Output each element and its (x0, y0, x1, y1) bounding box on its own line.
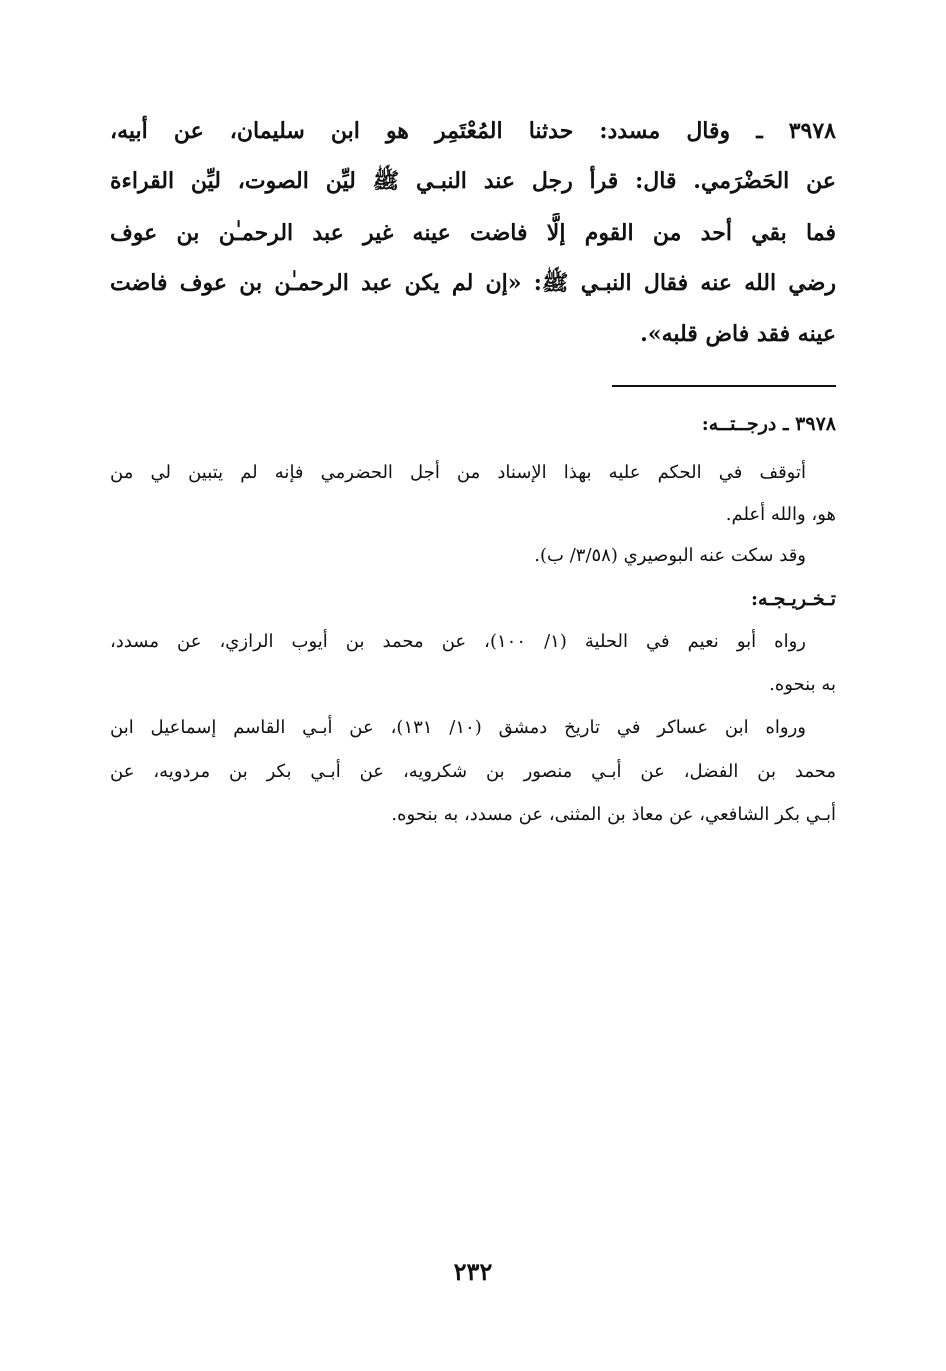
takhrij-heading: تـخـريـجـه: (750, 588, 836, 610)
footnote-line: هو، والله أعلم. (725, 504, 836, 525)
hadith-line: ٣٩٧٨ ـ وقال مسدد: حدثنا المُعْتَمِر هو ابن سليمان، عن أبيه، (110, 118, 836, 144)
grade-heading: ٣٩٧٨ ـ درجــتــه: (701, 413, 836, 435)
footnote-line: رواه أبو نعيم في الحلية (١/ ١٠٠)، عن محمد بن أيوب الرازي، عن مسدد، (110, 631, 806, 652)
footnote-line: به بنحوه. (769, 674, 836, 695)
hadith-line: فما بقي أحد من القوم إلَّا فاضت عينه غير عبد الرحمـٰن بن عوف (110, 220, 836, 246)
hadith-line: رضي الله عنه فقال النبـي ﷺ: «إن لم يكن عبد الرحمـٰن بن عوف فاضت (110, 270, 836, 296)
page-number: ٢٣٢ (453, 1257, 493, 1286)
footnote-line: أتوقف في الحكم عليه بهذا الإسناد من أجل الحضرمي فإنه لم يتبين لي من (110, 462, 806, 483)
footnote-divider (612, 385, 836, 387)
hadith-line: عن الحَضْرَمي. قال: قرأ رجل عند النبـي ﷺ ليِّن الصوت، ليِّن القراءة (110, 168, 836, 194)
hadith-line: عينه فقد فاض قلبه». (640, 321, 836, 347)
footnote-line: ورواه ابن عساكر في تاريخ دمشق (١٠/ ١٣١)، عن أبـي القاسم إسماعيل ابن (110, 717, 806, 738)
footnote-line: محمد بن الفضل، عن أبـي منصور بن شكرويه، عن أبـي بكر بن مردويه، عن (110, 761, 836, 782)
footnote-line: أبـي بكر الشافعي، عن معاذ بن المثنى، عن مسدد، به بنحوه. (391, 804, 836, 825)
footnote-line: وقد سكت عنه البوصيري (٣/٥٨/ ب). (534, 545, 806, 566)
